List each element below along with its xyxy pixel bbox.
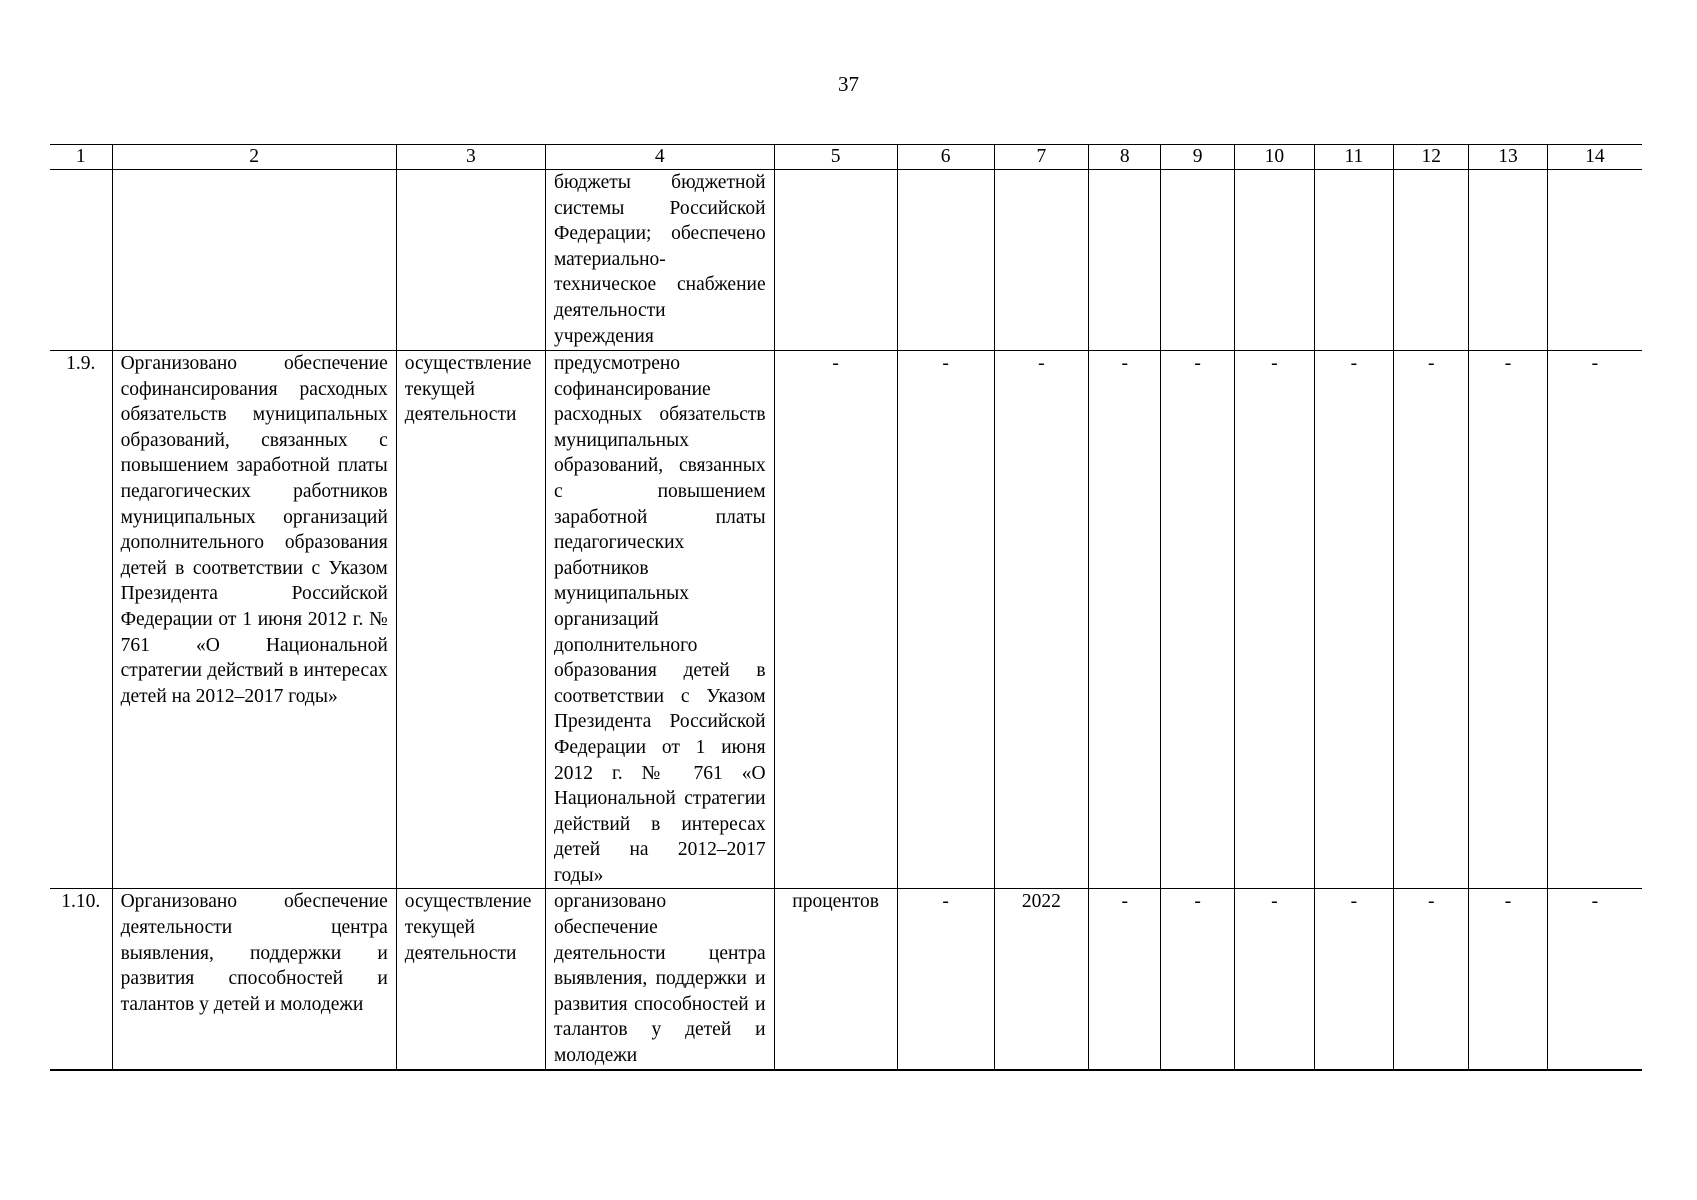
column-header: 3 — [396, 145, 545, 170]
cell-col10 — [1235, 170, 1314, 351]
cell-col5 — [774, 170, 897, 351]
item-number: 1.9. — [50, 351, 112, 889]
column-header: 12 — [1394, 145, 1469, 170]
cell-col9: - — [1161, 889, 1235, 1070]
item-type — [396, 170, 545, 351]
item-number: 1.10. — [50, 889, 112, 1070]
cell-col8: - — [1089, 889, 1161, 1070]
cell-col7: - — [994, 351, 1089, 889]
cell-col8: - — [1089, 351, 1161, 889]
column-header: 6 — [897, 145, 994, 170]
item-type: осуществление текущей деятельности — [396, 889, 545, 1070]
column-header: 9 — [1161, 145, 1235, 170]
column-header: 11 — [1314, 145, 1393, 170]
cell-col11: - — [1314, 351, 1393, 889]
cell-col14: - — [1547, 889, 1642, 1070]
column-header: 10 — [1235, 145, 1314, 170]
item-result: организовано обеспечение деятельности центра выявления, поддержки и развития способностей и талантов у детей и молодежи — [545, 889, 774, 1070]
page-number: 37 — [838, 72, 859, 96]
column-header: 5 — [774, 145, 897, 170]
cell-col14: - — [1547, 351, 1642, 889]
cell-col10: - — [1235, 889, 1314, 1070]
item-type: осуществление текущей деятельности — [396, 351, 545, 889]
header-row — [50, 145, 1642, 170]
cell-col10: - — [1235, 351, 1314, 889]
column-header: 8 — [1089, 145, 1161, 170]
cell-col13: - — [1469, 351, 1547, 889]
cell-col8 — [1089, 170, 1161, 351]
column-header: 1 — [50, 145, 112, 170]
cell-col6: - — [897, 889, 994, 1070]
cell-col7: 2022 — [994, 889, 1089, 1070]
cell-col13 — [1469, 170, 1547, 351]
cell-col12: - — [1394, 351, 1469, 889]
cell-col9: - — [1161, 351, 1235, 889]
cell-col5: процентов — [774, 889, 897, 1070]
cell-col13: - — [1469, 889, 1547, 1070]
cell-col6: - — [897, 351, 994, 889]
column-header: 13 — [1469, 145, 1547, 170]
item-number — [50, 170, 112, 351]
cell-col9 — [1161, 170, 1235, 351]
cell-col12 — [1394, 170, 1469, 351]
item-name: Организовано обеспечение деятельности центра выявления, поддержки и развития способностей и талантов у детей и молодежи — [112, 889, 396, 1070]
cell-col11 — [1314, 170, 1393, 351]
table-row — [50, 170, 1642, 351]
cell-col7 — [994, 170, 1089, 351]
cell-col12: - — [1394, 889, 1469, 1070]
table-row — [50, 889, 1642, 1070]
item-name: Организовано обеспечение софинансирования расходных обязательств муниципальных образований, связанных с повышением заработной платы педагогических работников муниципальных организаций дополнительного образования детей в соответствии с Указом Президента Российской Федерации от 1 июня 2012 г. № 761 «О Национальной стратегии действий в интересах детей на 2012–2017 годы» — [112, 351, 396, 889]
cell-col14 — [1547, 170, 1642, 351]
cell-col6 — [897, 170, 994, 351]
cell-col5: - — [774, 351, 897, 889]
cell-col11: - — [1314, 889, 1393, 1070]
column-header: 2 — [112, 145, 396, 170]
item-result: предусмотрено софинансирование расходных обязательств муниципальных образований, связанных с повышением заработной платы педагогических работников муниципальных организаций дополнительного образования детей в соответствии с Указом Президента Российской Федерации от 1 июня 2012 г. № 761 «О Национальной стратегии действий в интересах детей на 2012–2017 годы» — [545, 351, 774, 889]
measures-table — [50, 144, 1642, 1071]
column-header: 14 — [1547, 145, 1642, 170]
item-name — [112, 170, 396, 351]
column-header: 4 — [545, 145, 774, 170]
column-header: 7 — [994, 145, 1089, 170]
item-result: бюджеты бюджетной системы Российской Федерации; обеспечено материально-техническое снабжение деятельности учреждения — [545, 170, 774, 351]
table-row — [50, 351, 1642, 889]
